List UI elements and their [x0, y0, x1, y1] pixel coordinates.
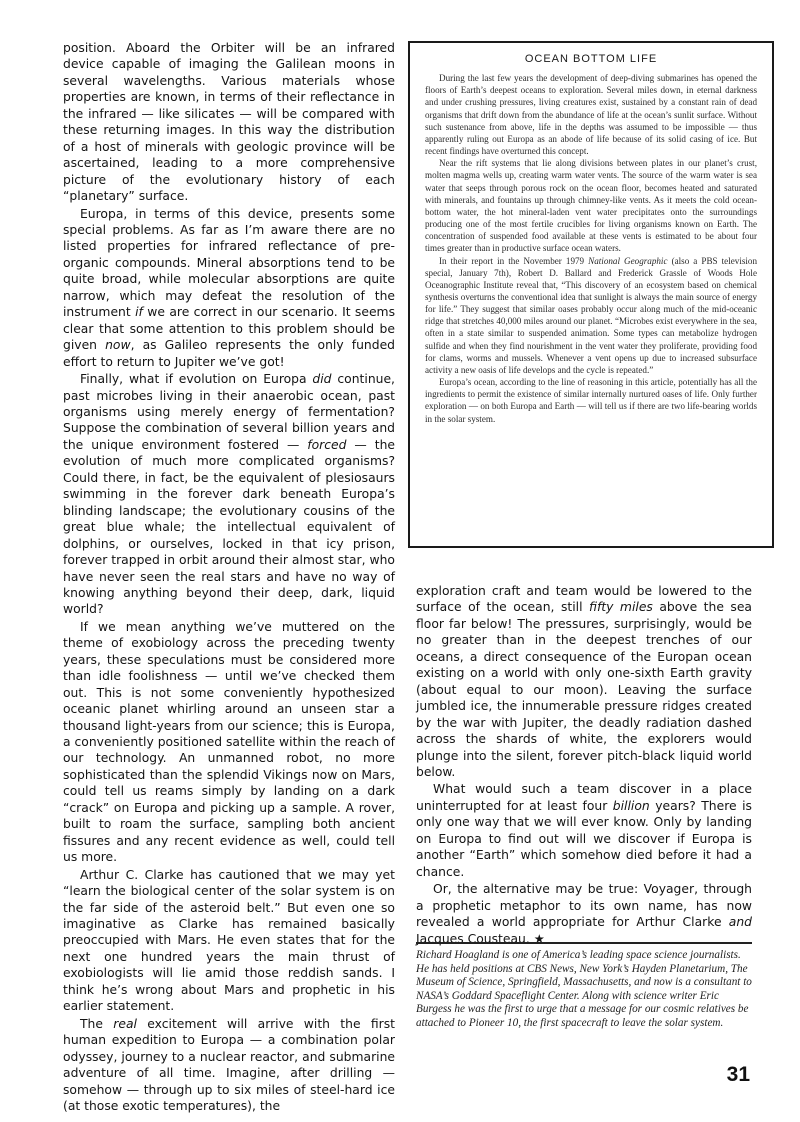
- sidebar-paragraph: During the last few years the development of deep-diving submarines has opened the floors of Earth’s deepest oceans to exploration. Several miles down, in eternal darkness and under crushing pressures, living creatures exist, sustained by a constant rain of dead organisms that drift down from the abundance of life at the ocean’s sunlit surface. Without such sustenance from above, life in the depths was assumed to be impossible — thus apparently ruling out Europa as an abode of life because of its solid casing of ice. But recent findings have overturned this concept.: [425, 73, 757, 157]
- paragraph: Finally, what if evolution on Europa did continue, past microbes living in their anaerobic ocean, past organisms using merely energy of fermentation? Suppose the combination of several billion years and the unique environment fostered — forced — the evolution of much more complicated organisms? Could there, in fact, be the equivalent of plesiosaurs swimming in the forever dark beneath Europa’s blinding landscape; the evolutionary cousins of the great blue whale; the intellectual equivalent of dolphins, or ourselves, locked in that icy prison, forever trapped in orbit around their almost star, who have never seen the real stars and have no way of knowing anything beyond their deep, dark, liquid world?: [63, 372, 395, 617]
- bio-text: Richard Hoagland is one of America’s leading space science journalists. He has held positions at CBS News, New York’s Hayden Planetarium, The Museum of Science, Springfield, Massachusetts, and now is a consultant to NASA’s Goddard Spaceflight Center. Along with science writer Eric Burgess he was the first to urge that a message for our cosmic relatives be attached to Pioneer 10, the first spacecraft to leave the solar system.: [416, 949, 752, 1029]
- sidebar-title: OCEAN BOTTOM LIFE: [524, 53, 658, 65]
- paragraph: Arthur C. Clarke has cautioned that we may yet “learn the biological center of the solar system is on the far side of the asteroid belt.” But even one so imaginative as Clarke has remained basically preoccupied with Mars. He even states that for the next one hundred years the main thrust of exobiologists will lie amid those reddish sands. I think he’s wrong about Mars and prophetic in his earlier statement.: [63, 867, 395, 1014]
- bio-divider: [416, 942, 752, 944]
- paragraph: Or, the alternative may be true: Voyager, through a prophetic metaphor to its own name, has now revealed a world appropriate for Arthur Clarke and Jacques Cousteau. ★: [416, 882, 752, 946]
- paragraph: If we mean anything we’ve muttered on the theme of exobiology across the preceding twenty years, these speculations must be considered more than idle foolishness — until we’ve checked them out. This is not some conveniently hypothesized oceanic planet whirling around an unseen star a thousand light-years from our science; this is Europa, a conveniently positioned satellite within the reach of our technology. An unmanned robot, no more sophisticated than the splendid Vikings now on Mars, could tell us reams simply by landing on a dark “crack” on Europa and picking up a sample. A rover, built to roam the surface, sampling both ancient fissures and any recent evidence as well, could tell us more.: [63, 619, 395, 865]
- sidebar-paragraph: In their report in the November 1979 National Geographic (also a PBS television special, January 7th), Robert D. Ballard and Frederick Grassle of Woods Hole Oceanographic Institute reveal that, “This discovery of an ecosystem based on chemical synthesis overturns the conventional idea that sunlight is always the main source of energy for life.” They suggest that similar oases probably occur along much of the mid-oceanic ridge that stretches 40,000 miles around our planet. “Microbes exist everywhere in the sea, often in a state similar to suspended animation. Some types can metabolize hydrogen sulfide and when they find nourishment in the vent water they proliferate, providing food for clams, worms and mussels. Whenever a vent opens up due to increased subsurface activity a new oasis of life develops and the cycle is repeated.”: [425, 255, 758, 375]
- left-column: [63, 40, 395, 1114]
- author-bio: [416, 949, 756, 1031]
- sidebar-paragraph: Europa’s ocean, according to the line of reasoning in this article, potentially has all the ingredients to permit the existence of similar internally nurtured oases of life. Only further exploration — on both Europa and Earth — will tell us if there are two life-bearing worlds in the solar system.: [425, 377, 757, 424]
- paragraph: What would such a team discover in a place uninterrupted for at least four billion years? There is only one way that we will ever know. Only by landing on Europa to find out will we discover if Europa is another “Earth” which somehow died before it had a chance.: [416, 782, 752, 879]
- page-number: 31: [726, 1063, 750, 1086]
- sidebar-paragraph: Near the rift systems that lie along divisions between plates in our planet’s crust, molten magma wells up, creating warm water vents. The source of the warm water is sea water that seeps through porous rock on the ocean floor, becomes heated and saturated with minerals, and fountains up through chimney-like vents. As it meets the cold ocean-bottom water, the hot mineral-laden vent water precipitates onto the surroundings producing one of the most fertile crucibles for living organisms known on Earth. The concentration of suspended food available at these vents is estimated to be about four times greater than in productive surface ocean waters.: [425, 158, 757, 254]
- sidebar-box: [408, 41, 774, 548]
- paragraph: The real excitement will arrive with the first human expedition to Europa — a combination polar odyssey, journey to a nuclear reactor, and submarine adventure of all time. Imagine, after drilling — somehow — through up to six miles of steel-hard ice (at those exotic temperatures), the: [63, 1016, 395, 1113]
- right-column: [416, 583, 752, 947]
- paragraph: position. Aboard the Orbiter will be an infrared device capable of imaging the Galilean moons in several wavelengths. Various materials whose properties are known, in terms of their reflectance in the infrared — like silicates — will be compared with these returning images. In this way the distribution of a host of minerals with geologic province will be ascertained, leading to a more comprehensive picture of the evolutionary history of each “planetary” surface.: [63, 41, 395, 204]
- paragraph: exploration craft and team would be lowered to the surface of the ocean, still fifty miles above the sea floor far below! The pressures, surprisingly, would be no greater than in the deepest trenches of our oceans, a direct consequence of the Europan ocean existing on a world with only one-sixth Earth gravity (about equal to our moon). Leaving the surface jumbled ice, the innumerable pressure ridges created by the war with Jupiter, the deadly radiation dashed across the shards of white, the explorers would plunge into the silent, forever pitch-black liquid world below.: [416, 584, 752, 779]
- paragraph: Europa, in terms of this device, presents some special problems. As far as I’m aware there are no listed properties for infrared reflectance of pre-organic compounds. Mineral absorptions tend to be quite broad, while molecular absorptions are quite narrow, which may defeat the resolution of the instrument if we are correct in our scenario. It seems clear that some attention to this problem should be given now, as Galileo represents the only funded effort to return to Jupiter we’ve got!: [63, 206, 395, 369]
